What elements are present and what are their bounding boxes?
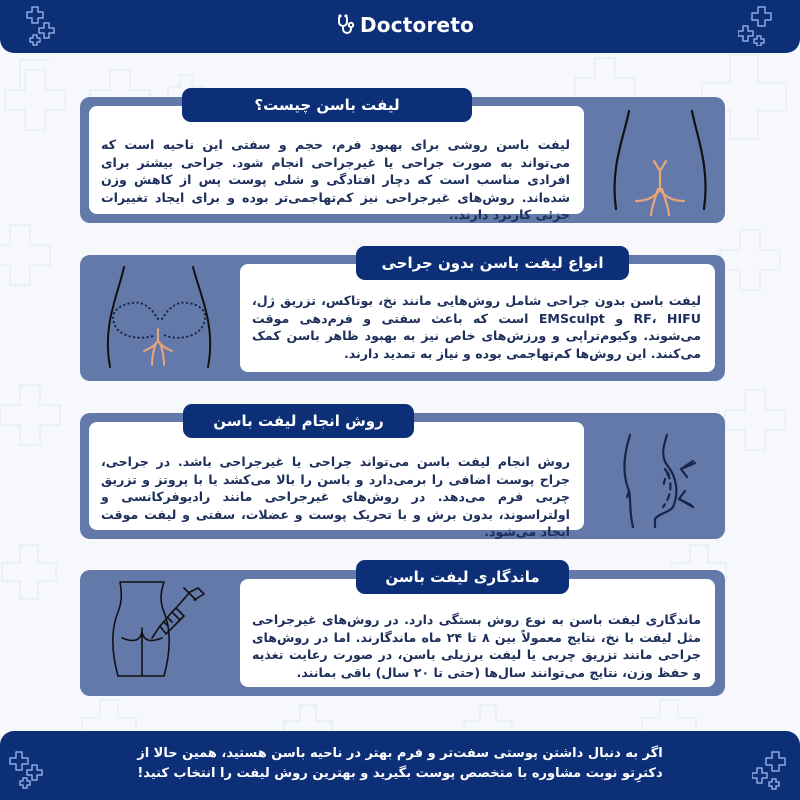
section-title: ماندگاری لیفت باسن: [356, 560, 569, 594]
footer-cta-bar: [0, 731, 800, 800]
stethoscope-icon: [336, 14, 356, 36]
brand-logo[interactable]: [336, 10, 474, 40]
side-profile-lift-icon: [595, 413, 720, 539]
footer-line-1: اگر به دنبال داشتن پوستی سفت‌تر و فرم بهتر در ناحیه باسن هستید، همین حالا از: [137, 746, 663, 761]
section-title: لیفت باسن چیست؟: [182, 88, 472, 122]
footer-line-2: دکترِتو نوبت مشاوره با متخصص پوست بگیرید و بهترین روش لیفت را انتخاب کنید!: [137, 766, 663, 781]
section-body-text: ماندگاری لیفت باسن به نوع روش بستگی دارد. در روش‌های غیرجراحی مثل لیفت با نخ، نتایج معمولاً بین ۸ تا ۲۴ ماه ماندگارند. اما در روش‌های جراحی مانند تزریق چربی یا لیفت برزیلی باسن، در صورت رعایت تغذیه و حفظ وزن، نتایج می‌توانند سال‌ها (حتی تا ۲۰ سال) باقی بمانند.: [240, 579, 715, 687]
buttocks-dotted-lift-icon: [80, 255, 240, 381]
buttocks-outline-icon: [600, 97, 720, 223]
section-body-text: روش انجام لیفت باسن می‌تواند جراحی یا غیرجراحی باشد. در جراحی، جراح پوست اضافی را برمی‌دارد و باسن را بالا می‌کشد یا با پروتز و تزریق چربی فرم می‌دهد. در روش‌های غیرجراحی مانند رادیوفرکانسی و اولتراسوند، بدون برش و با تحریک پوست و عضلات، سفتی و لیفت موقت ایجاد می‌شود.: [89, 422, 584, 530]
section-title: روش انجام لیفت باسن: [183, 404, 414, 438]
syringe-injection-icon: [80, 570, 240, 696]
medical-cross-icon: [752, 751, 794, 793]
brand-name: Doctoreto: [360, 13, 475, 37]
footer-cta-text: [100, 744, 700, 784]
medical-cross-icon: [26, 6, 58, 46]
medical-cross-icon: [6, 751, 46, 791]
section-body-text: لیفت باسن بدون جراحی شامل روش‌هایی مانند نخ، بوتاکس، تزریق ژل، RF، HIFU و EMSculpt است که باعث سفتی و فرم‌دهی موقت می‌شوند. وکیوم‌تراپی و ورزش‌های خاص نیز به بهبود ظاهر باسن کمک می‌کنند. این روش‌ها کم‌تهاجمی بوده و نیاز به تمدید دارند.: [240, 264, 715, 372]
section-body-text: لیفت باسن روشی برای بهبود فرم، حجم و سفتی این ناحیه است که می‌تواند به صورت جراحی یا غیرجراحی انجام شود. جراحی بیشتر برای افرادی مناسب است که دچار افتادگی و شلی پوست پس از کاهش وزن شده‌اند. روش‌های غیرجراحی نیز کم‌تهاجمی‌تر بوده و برای ایجاد تغییرات جزئی کاربرد دارند..: [89, 106, 584, 214]
medical-cross-icon: [738, 4, 778, 46]
section-title: انواع لیفت باسن بدون جراحی: [356, 246, 629, 280]
header-bar: [0, 0, 800, 53]
